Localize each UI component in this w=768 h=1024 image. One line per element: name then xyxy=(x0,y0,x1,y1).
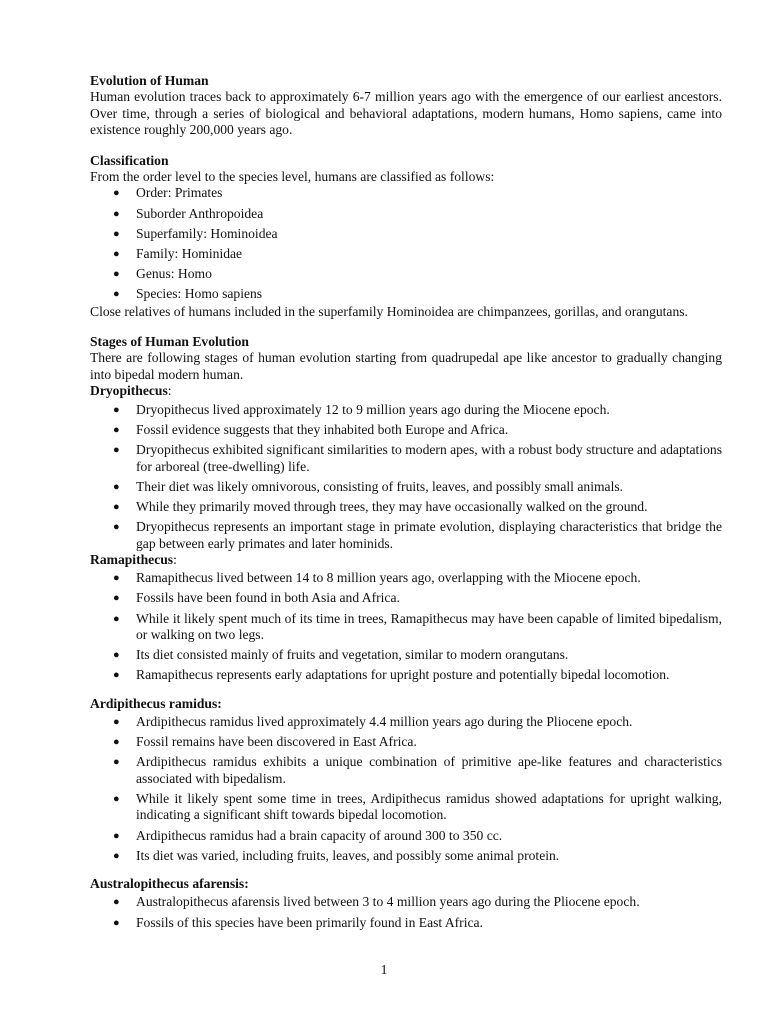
list-item-text: Dryopithecus exhibited significant similarities to modern apes, with a robust body structure and adaptations for arboreal (tree-dwelling) life. xyxy=(136,442,722,474)
ardipithecus-list xyxy=(90,714,722,864)
bullet-icon: ● xyxy=(113,227,120,240)
list-item xyxy=(90,611,722,644)
list-item xyxy=(90,714,722,730)
list-item xyxy=(90,734,722,750)
dryopithecus-list xyxy=(90,402,722,552)
bullet-icon: ● xyxy=(113,896,120,909)
bullet-icon: ● xyxy=(113,715,120,728)
list-item-text: Australopithecus afarensis lived between 3 to 4 million years ago during the Pliocene epoch. xyxy=(136,894,640,910)
list-item xyxy=(90,185,722,201)
list-item-text: Genus: Homo xyxy=(136,266,212,282)
list-item xyxy=(90,791,722,824)
list-item xyxy=(90,848,722,864)
bullet-icon: ● xyxy=(113,444,120,457)
bullet-icon: ● xyxy=(113,669,120,682)
bullet-icon: ● xyxy=(113,649,120,662)
list-item-text: Ardipithecus ramidus exhibits a unique combination of primitive ape-like features and characteristics associated with bipedalism. xyxy=(136,754,722,786)
list-item xyxy=(90,246,722,262)
bullet-icon: ● xyxy=(113,403,120,416)
dryopithecus-heading-colon: : xyxy=(167,383,172,399)
dryopithecus-heading: Dryopithecus xyxy=(90,383,168,399)
bullet-icon: ● xyxy=(113,207,120,220)
list-item xyxy=(90,667,722,683)
bullet-icon: ● xyxy=(113,268,120,281)
bullet-icon: ● xyxy=(113,480,120,493)
list-item-text: Fossil remains have been discovered in East Africa. xyxy=(136,734,417,750)
intro-paragraph: Human evolution traces back to approximately 6-7 million years ago with the emergence of our earliest ancestors. Over time, through a series of biological and behavioral adaptations, modern humans, Homo sapiens, came into existence roughly 200,000 years ago. xyxy=(90,89,722,138)
bullet-icon: ● xyxy=(113,612,120,625)
list-item-text: Ardipithecus ramidus had a brain capacity of around 300 to 350 cc. xyxy=(136,827,503,843)
list-item-text: Order: Primates xyxy=(136,185,223,201)
document-title: Evolution of Human xyxy=(90,73,209,88)
list-item-text: Suborder Anthropoidea xyxy=(136,205,264,221)
document-page xyxy=(90,73,722,935)
bullet-icon: ● xyxy=(113,756,120,769)
bullet-icon: ● xyxy=(113,423,120,436)
australopithecus-heading: Australopithecus afarensis: xyxy=(90,875,249,891)
classification-heading: Classification xyxy=(90,152,169,168)
list-item xyxy=(90,647,722,663)
stages-intro: There are following stages of human evolution starting from quadrupedal ape like ancestor to gradually changing into bipedal modern human. xyxy=(90,350,722,382)
ramapithecus-list xyxy=(90,570,722,684)
list-item xyxy=(90,266,722,282)
list-item-text: Its diet consisted mainly of fruits and vegetation, similar to modern orangutans. xyxy=(136,647,569,663)
bullet-icon: ● xyxy=(113,248,120,261)
list-item xyxy=(90,206,722,222)
bullet-icon: ● xyxy=(113,572,120,585)
bullet-icon: ● xyxy=(113,829,120,842)
list-item-text: Ardipithecus ramidus lived approximately 4.4 million years ago during the Pliocene epoch. xyxy=(136,713,633,729)
bullet-icon: ● xyxy=(113,500,120,513)
australopithecus-list xyxy=(90,894,722,931)
list-item xyxy=(90,570,722,586)
bullet-icon: ● xyxy=(113,792,120,805)
stages-heading: Stages of Human Evolution xyxy=(90,334,249,350)
classification-outro: Close relatives of humans included in the superfamily Hominoidea are chimpanzees, gorillas, and orangutans. xyxy=(90,303,688,319)
ardipithecus-heading: Ardipithecus ramidus: xyxy=(90,695,222,711)
dryopithecus-heading-line xyxy=(90,383,722,399)
list-item xyxy=(90,422,722,438)
list-item-text: While it likely spent some time in trees, Ardipithecus ramidus showed adaptations for upright walking, indicating a significant shift towards bipedal locomotion. xyxy=(136,790,722,823)
list-item xyxy=(90,915,722,931)
list-item xyxy=(90,226,722,242)
list-item-text: Superfamily: Hominoidea xyxy=(136,225,278,241)
list-item-text: Dryopithecus lived approximately 12 to 9 million years ago during the Miocene epoch. xyxy=(136,401,610,417)
bullet-icon: ● xyxy=(113,849,120,862)
list-item xyxy=(90,442,722,475)
bullet-icon: ● xyxy=(113,187,120,200)
bullet-icon: ● xyxy=(113,916,120,929)
list-item-text: Fossils have been found in both Asia and Africa. xyxy=(136,590,400,606)
list-item-text: Their diet was likely omnivorous, consisting of fruits, leaves, and possibly small animals. xyxy=(136,478,624,494)
ramapithecus-heading-line xyxy=(90,552,722,568)
list-item xyxy=(90,590,722,606)
list-item xyxy=(90,499,722,515)
list-item-text: Its diet was varied, including fruits, leaves, and possibly some animal protein. xyxy=(136,847,560,863)
page-number: 1 xyxy=(380,962,388,977)
classification-intro: From the order level to the species level, humans are classified as follows: xyxy=(90,169,495,185)
list-item-text: Ramapithecus represents early adaptations for upright posture and potentially bipedal locomotion. xyxy=(136,667,670,683)
bullet-icon: ● xyxy=(113,521,120,534)
list-item-text: Fossils of this species have been primarily found in East Africa. xyxy=(136,914,483,930)
list-item-text: Fossil evidence suggests that they inhabited both Europe and Africa. xyxy=(136,421,509,437)
list-item xyxy=(90,828,722,844)
list-item-text: Ramapithecus lived between 14 to 8 million years ago, overlapping with the Miocene epoch. xyxy=(136,570,641,586)
list-item xyxy=(90,479,722,495)
list-item-text: Species: Homo sapiens xyxy=(136,286,263,302)
list-item xyxy=(90,286,722,302)
classification-list xyxy=(90,185,722,302)
ramapithecus-heading: Ramapithecus xyxy=(90,551,174,567)
bullet-icon: ● xyxy=(113,288,120,301)
list-item xyxy=(90,894,722,910)
list-item-text: Family: Hominidae xyxy=(136,246,243,262)
list-item-text: Dryopithecus represents an important stage in primate evolution, displaying characteristics that bridge the gap between early primates and later hominids. xyxy=(136,519,722,551)
ramapithecus-heading-colon: : xyxy=(173,551,177,567)
bullet-icon: ● xyxy=(113,592,120,605)
bullet-icon: ● xyxy=(113,736,120,749)
list-item xyxy=(90,519,722,552)
list-item-text: While it likely spent much of its time in trees, Ramapithecus may have been capable of limited bipedalism, or walking on two legs. xyxy=(136,610,722,642)
list-item xyxy=(90,402,722,418)
list-item xyxy=(90,754,722,787)
list-item-text: While they primarily moved through trees, they may have occasionally walked on the ground. xyxy=(136,498,648,514)
